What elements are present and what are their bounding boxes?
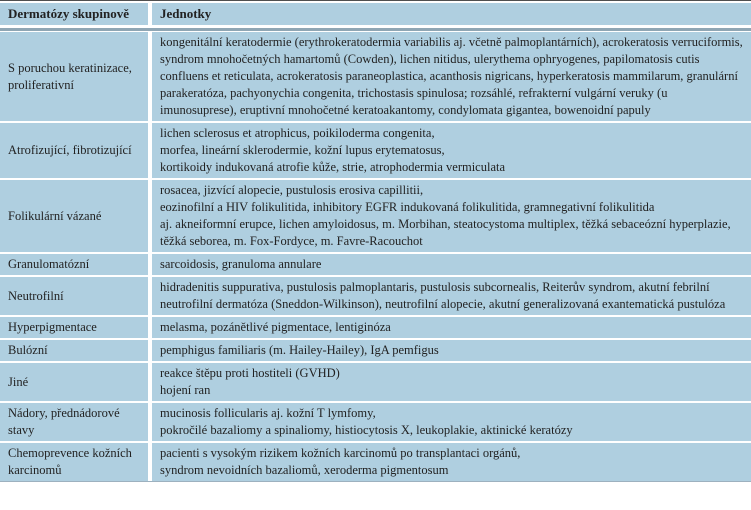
group-label: Neutrofilní [0, 277, 148, 315]
table-row [0, 32, 751, 121]
table-header-row [0, 3, 751, 25]
units-text [152, 32, 751, 121]
unit-paragraph: melasma, pozánětlivé pigmentace, lentiginóza [160, 320, 391, 334]
header-bottom-rule [0, 28, 751, 31]
unit-paragraph: kongenitální keratodermie (erythrokeratodermia variabilis aj. včetně palmoplantárních), acrokeratosis verruciformis, syndrom mnohočetných hamartomů (Cowden), lichen nitidus, ulerythema ophryogenes, papilomatosis cutis confluens et reticulata, acrokeratosis paraneoplastica, acanthosis nigricans, hyperkeratosis mammilarum, granulární parakeratóza, pachyonychia congenita, trichostasis spinulosa; rozsáhlé, refrakterní vulgární veruky (u imunosuprese), eruptivní mnohočetné keratoakantomy, condylomata gigantea, bowenoidní papuly [160, 35, 743, 117]
unit-paragraph: mucinosis follicularis aj. kožní T lymfomy, [160, 406, 376, 420]
unit-paragraph: sarcoidosis, granuloma annulare [160, 257, 322, 271]
group-label: Bulózní [0, 340, 148, 361]
units-text [152, 443, 751, 481]
column-header-units: Jednotky [152, 3, 751, 25]
group-label: Jiné [0, 363, 148, 401]
unit-paragraph: pacienti s vysokým rizikem kožních karcinomů po transplantaci orgánů, [160, 446, 521, 460]
table-row [0, 338, 751, 361]
unit-paragraph: syndrom nevoidních bazaliomů, xeroderma pigmentosum [160, 463, 449, 477]
units-text [152, 340, 751, 361]
unit-paragraph: eozinofilní a HIV folikulitida, inhibitory EGFR indukovaná folikulitida, gramnegativní folikulitida [160, 200, 655, 214]
table-row [0, 252, 751, 275]
table-row [0, 121, 751, 178]
units-text [152, 254, 751, 275]
table-row [0, 361, 751, 401]
table-row [0, 275, 751, 315]
column-header-groups: Dermatózy skupinově [0, 3, 148, 25]
group-label: S poruchou keratinizace, proliferativní [0, 32, 148, 121]
table-row [0, 178, 751, 252]
group-label: Chemoprevence kožních karcinomů [0, 443, 148, 481]
table-row [0, 441, 751, 481]
table-body [0, 32, 751, 481]
units-text [152, 123, 751, 178]
group-label: Granulomatózní [0, 254, 148, 275]
group-label: Folikulární vázané [0, 180, 148, 252]
table-top-rule [0, 0, 751, 1]
group-label: Hyperpigmentace [0, 317, 148, 338]
unit-paragraph: rosacea, jizvící alopecie, pustulosis erosiva capillitii, [160, 183, 424, 197]
units-text [152, 277, 751, 315]
unit-paragraph: pokročilé bazaliomy a spinaliomy, histiocytosis X, leukoplakie, aktinické keratózy [160, 423, 573, 437]
unit-paragraph: lichen sclerosus et atrophicus, poikiloderma congenita, [160, 126, 435, 140]
group-label: Atrofizující, fibrotizující [0, 123, 148, 178]
unit-paragraph: reakce štěpu proti hostiteli (GVHD) [160, 366, 340, 380]
unit-paragraph: aj. akneiformní erupce, lichen amyloidosus, m. Morbihan, steatocystoma multiplex, těžká sebaceózní hyperplazie, těžká seborea, m. Fox-Fordyce, m. Favre-Racouchot [160, 217, 731, 248]
group-label: Nádory, přednádorové stavy [0, 403, 148, 441]
unit-paragraph: morfea, lineární sklerodermie, kožní lupus erytematosus, [160, 143, 445, 157]
units-text [152, 363, 751, 401]
table-row [0, 401, 751, 441]
unit-paragraph: hojení ran [160, 383, 211, 397]
table-row [0, 315, 751, 338]
units-text [152, 317, 751, 338]
unit-paragraph: pemphigus familiaris (m. Hailey-Hailey), IgA pemfigus [160, 343, 439, 357]
unit-paragraph: hidradenitis suppurativa, pustulosis palmoplantaris, pustulosis subcornealis, Reiterův syndrom, akutní febrilní neutrofilní dermatóza (Sneddon-Wilkinson), neutrofilní alopecie, akutní generalizovaná exantematická pustulóza [160, 280, 726, 311]
unit-paragraph: kortikoidy indukovaná atrofie kůže, strie, atrophodermia vermiculata [160, 160, 506, 174]
units-text [152, 403, 751, 441]
units-text [152, 180, 751, 252]
table-bottom-rule [0, 481, 751, 482]
